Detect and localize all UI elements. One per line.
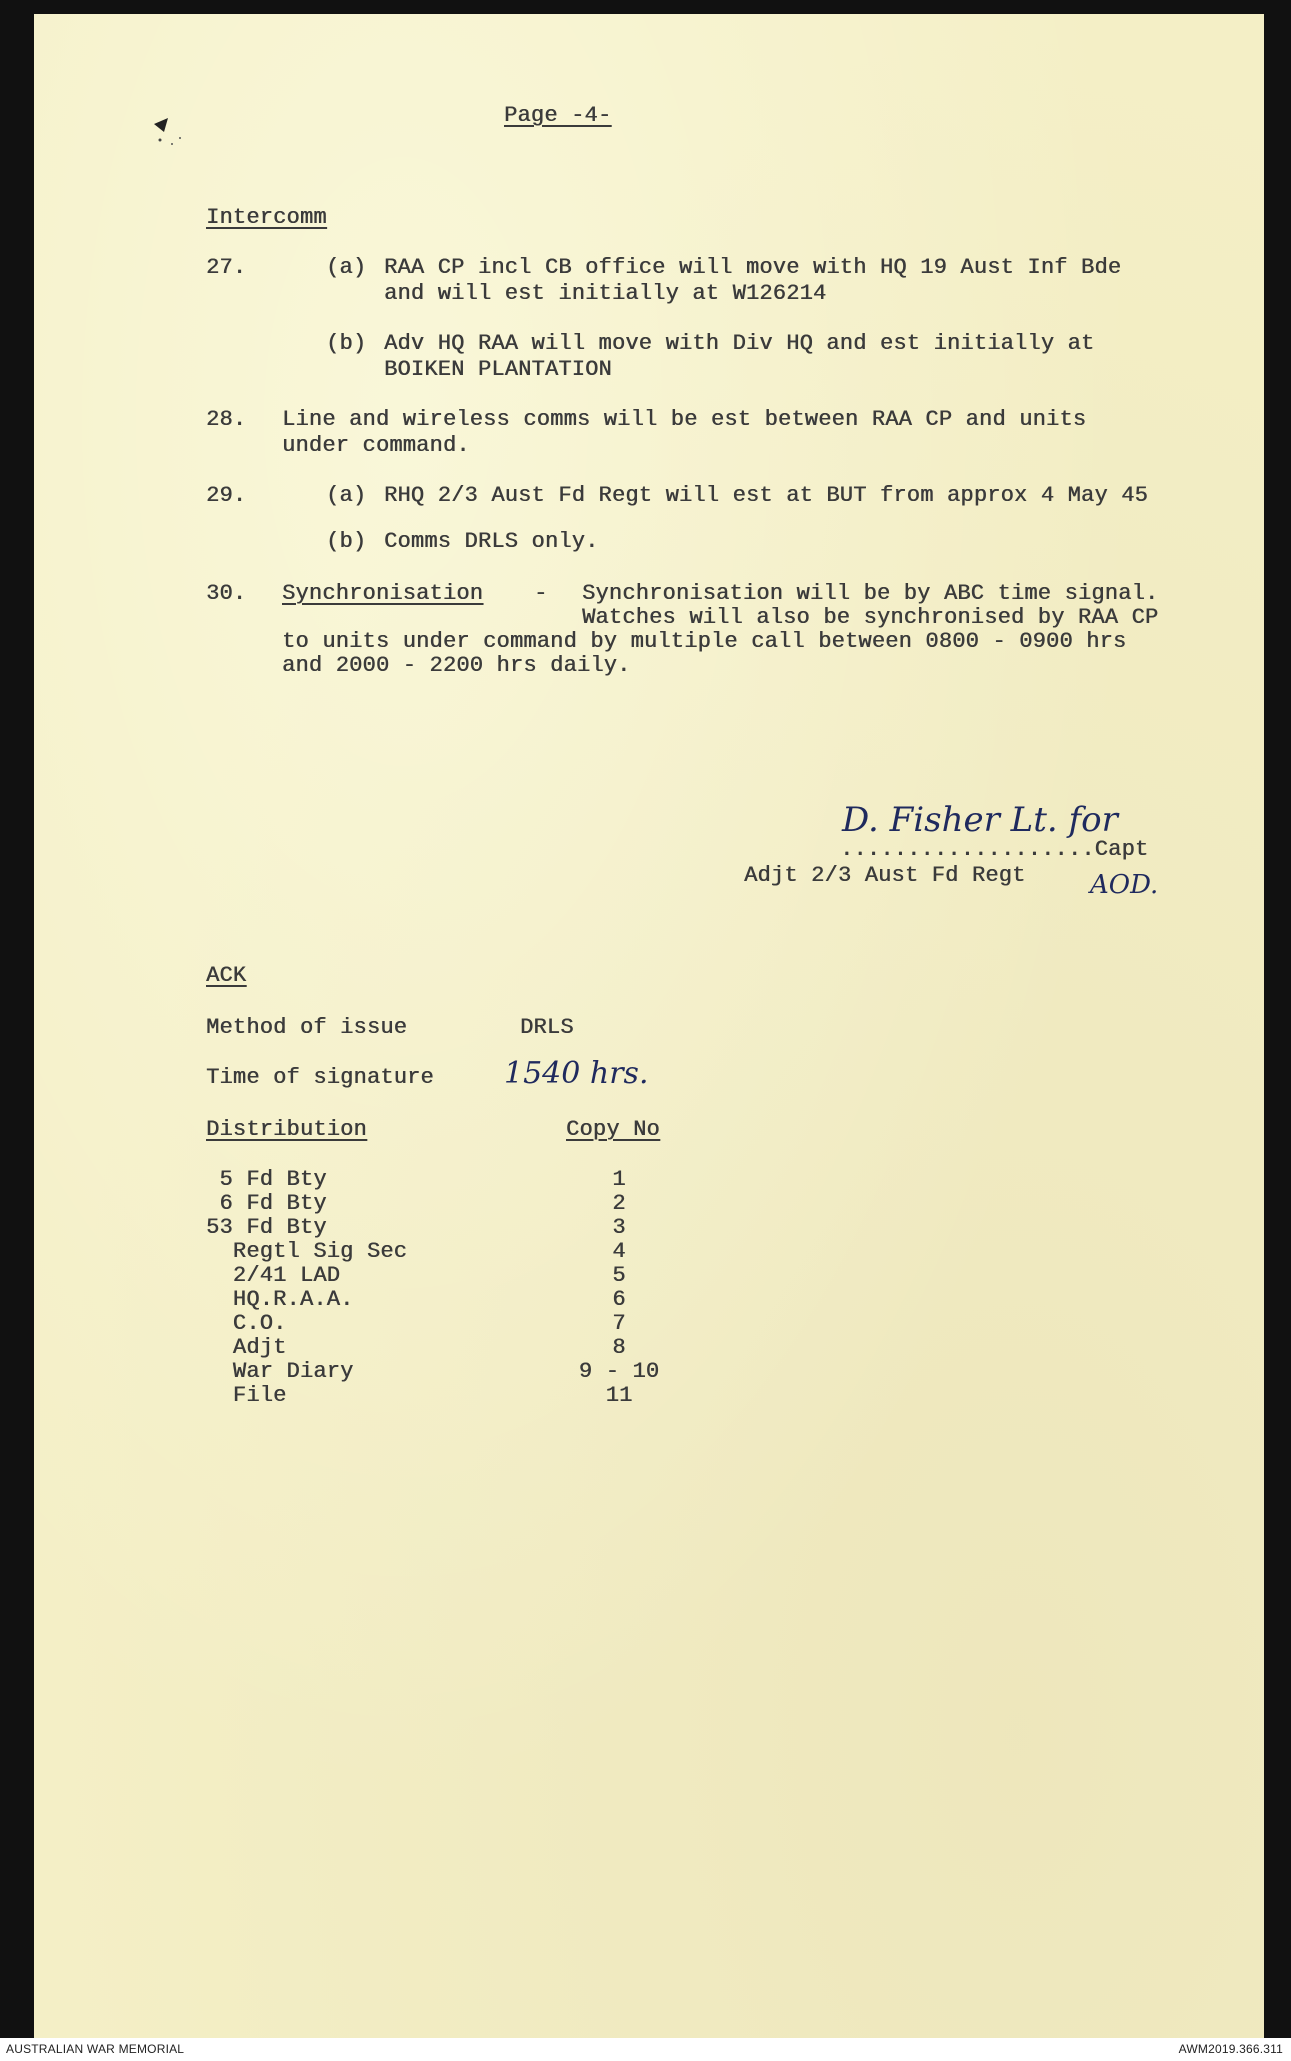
distribution-row-name: Regtl Sig Sec [206, 1239, 408, 1264]
handwritten-initials: AOD. [1090, 870, 1159, 900]
signatory-title: Adjt 2/3 Aust Fd Regt [744, 863, 1026, 888]
distribution-row-copy: 4 [612, 1239, 626, 1264]
para-29-number: 29. [206, 483, 247, 508]
distribution-row-copy: 8 [612, 1335, 626, 1360]
para-30-number: 30. [206, 581, 247, 606]
para-30-line4: and 2000 - 2200 hrs daily. [282, 653, 631, 678]
para-29b-label: (b) [326, 529, 367, 554]
para-30-line3: to units under command by multiple call between 0800 - 0900 hrs [282, 629, 1127, 654]
distribution-row-name: HQ.R.A.A. [206, 1287, 354, 1312]
distribution-row-name: 2/41 LAD [206, 1263, 341, 1288]
distribution-row-copy: 5 [612, 1263, 626, 1288]
para-27a-line2: and will est initially at W126214 [384, 281, 827, 306]
para-27a-line1: RAA CP incl CB office will move with HQ 19 Aust Inf Bde [384, 255, 1122, 280]
distribution-row-copy: 1 [612, 1167, 626, 1192]
para-29a-text: RHQ 2/3 Aust Fd Regt will est at BUT from approx 4 May 45 [384, 483, 1148, 508]
distribution-row-copy: 11 [605, 1383, 633, 1408]
distribution-row-copy: 7 [612, 1311, 626, 1336]
para-30-heading: Synchronisation [282, 581, 484, 606]
distribution-row-name: War Diary [206, 1359, 354, 1384]
archive-reference: AWM2019.366.311 [1178, 2042, 1283, 2056]
distribution-row-name: File [206, 1383, 287, 1408]
para-28-line1: Line and wireless comms will be est between RAA CP and units [282, 407, 1087, 432]
handwritten-signature: D. Fisher Lt. for [842, 800, 1118, 840]
distribution-row-copy: 9 - 10 [578, 1359, 660, 1384]
para-30-dash: - [534, 581, 548, 606]
distribution-row-copy: 6 [612, 1287, 626, 1312]
para-29b-text: Comms DRLS only. [384, 529, 599, 554]
distribution-row-name: 5 Fd Bty [206, 1167, 327, 1192]
para-28-line2: under command. [282, 433, 470, 458]
pencil-tick-mark [150, 110, 194, 150]
time-of-signature-value: 1540 hrs. [504, 1056, 649, 1091]
para-29a-label: (a) [326, 483, 367, 508]
para-27b-line2: BOIKEN PLANTATION [384, 357, 612, 382]
para-28-number: 28. [206, 407, 247, 432]
time-of-signature-label: Time of signature [206, 1065, 434, 1090]
distribution-row-name: 6 Fd Bty [206, 1191, 327, 1216]
intercomm-heading: Intercomm [206, 205, 327, 230]
para-30-line1: Synchronisation will be by ABC time signal. [582, 581, 1159, 606]
method-of-issue-label: Method of issue [206, 1015, 408, 1040]
archive-footer [0, 2038, 1291, 2061]
signature-dots-rank: ...................Capt [840, 837, 1149, 862]
distribution-row-copy: 3 [612, 1215, 626, 1240]
copy-no-label: Copy No [566, 1117, 660, 1142]
ack-label: ACK [206, 963, 247, 988]
archive-name: AUSTRALIAN WAR MEMORIAL [6, 2042, 185, 2056]
para-27b-line1: Adv HQ RAA will move with Div HQ and est initially at [384, 331, 1095, 356]
distribution-row-copy: 2 [612, 1191, 626, 1216]
distribution-row-name: C.O. [206, 1311, 287, 1336]
distribution-row-name: Adjt [206, 1335, 287, 1360]
para-27a-label: (a) [326, 255, 367, 280]
distribution-row-name: 53 Fd Bty [206, 1215, 327, 1240]
para-27b-label: (b) [326, 331, 367, 356]
distribution-label: Distribution [206, 1117, 367, 1142]
para-27-number: 27. [206, 255, 247, 280]
method-of-issue-value: DRLS [520, 1015, 574, 1040]
page-label: Page -4- [504, 103, 612, 128]
para-30-line2: Watches will also be synchronised by RAA CP [582, 605, 1159, 630]
